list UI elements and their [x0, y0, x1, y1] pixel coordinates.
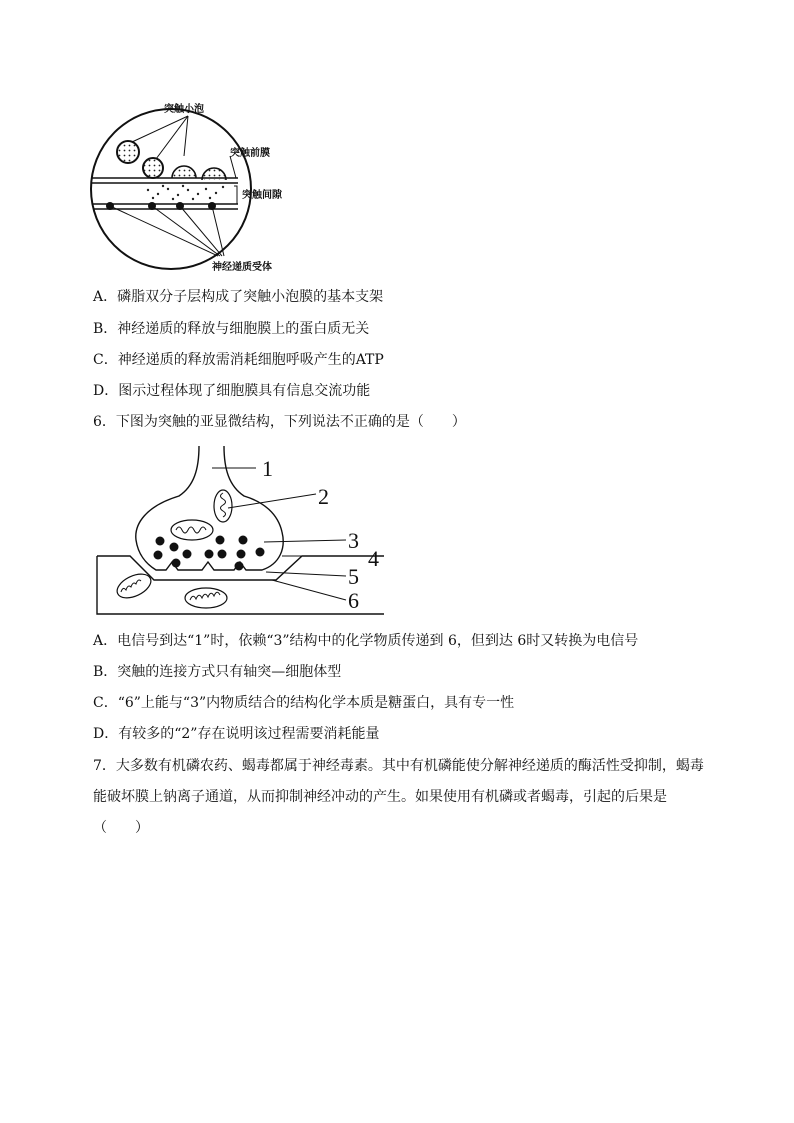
outer-circle — [91, 109, 251, 269]
label-synaptic-cleft: 突触间隙 — [242, 190, 282, 201]
q5-option-a: A．磷脂双分子层构成了突触小泡膜的基本支架 — [93, 289, 384, 305]
label-5: 5 — [348, 564, 359, 589]
vesicle — [143, 158, 163, 178]
synapse-structure-figure — [94, 444, 394, 616]
label-neurotransmitter-receptor: 神经递质受体 — [212, 262, 272, 273]
label-synaptic-vesicle: 突触小泡 — [164, 104, 204, 115]
q5-option-c: C．神经递质的释放需消耗细胞呼吸产生的ATP — [93, 352, 384, 368]
label-presynaptic-membrane: 突触前膜 — [230, 148, 270, 159]
label-3: 3 — [348, 528, 359, 553]
q5-option-d: D．图示过程体现了细胞膜具有信息交流功能 — [93, 383, 371, 399]
q6-stem: 6．下图为突触的亚显微结构，下列说法不正确的是（ ） — [93, 414, 466, 430]
label-4: 4 — [368, 546, 379, 571]
mitochondrion — [214, 490, 232, 522]
vesicle — [117, 141, 139, 163]
q7-stem-line2: 能破坏膜上钠离子通道，从而抑制神经冲动的产生。如果使用有机磷或者蝎毒，引起的后果是 — [93, 789, 667, 805]
label-1: 1 — [262, 456, 273, 481]
q6-option-c: C．“6”上能与“3”内物质结合的结构化学本质是糖蛋白，具有专一性 — [93, 695, 515, 711]
q6-option-d: D．有较多的“2”存在说明该过程需要消耗能量 — [93, 726, 380, 742]
synapse-vesicle-figure — [88, 94, 328, 280]
label-2: 2 — [318, 484, 329, 509]
q6-option-b: B．突触的连接方式只有轴突—细胞体型 — [93, 664, 342, 680]
mitochondrion — [171, 520, 213, 540]
mitochondrion — [185, 588, 227, 608]
q6-option-a: A．电信号到达“1”时，依赖“3”结构中的化学物质传递到 6，但到达 6时又转换为电信号 — [93, 633, 639, 649]
q7-stem-line1: 7．大多数有机磷农药、蝎毒都属于神经毒素。其中有机磷能使分解神经递质的酶活性受抑制，蝎毒 — [93, 758, 704, 774]
q5-option-b: B．神经递质的释放与细胞膜上的蛋白质无关 — [93, 321, 370, 337]
label-6: 6 — [348, 588, 359, 613]
q7-answer-blank: （ ） — [93, 820, 149, 836]
